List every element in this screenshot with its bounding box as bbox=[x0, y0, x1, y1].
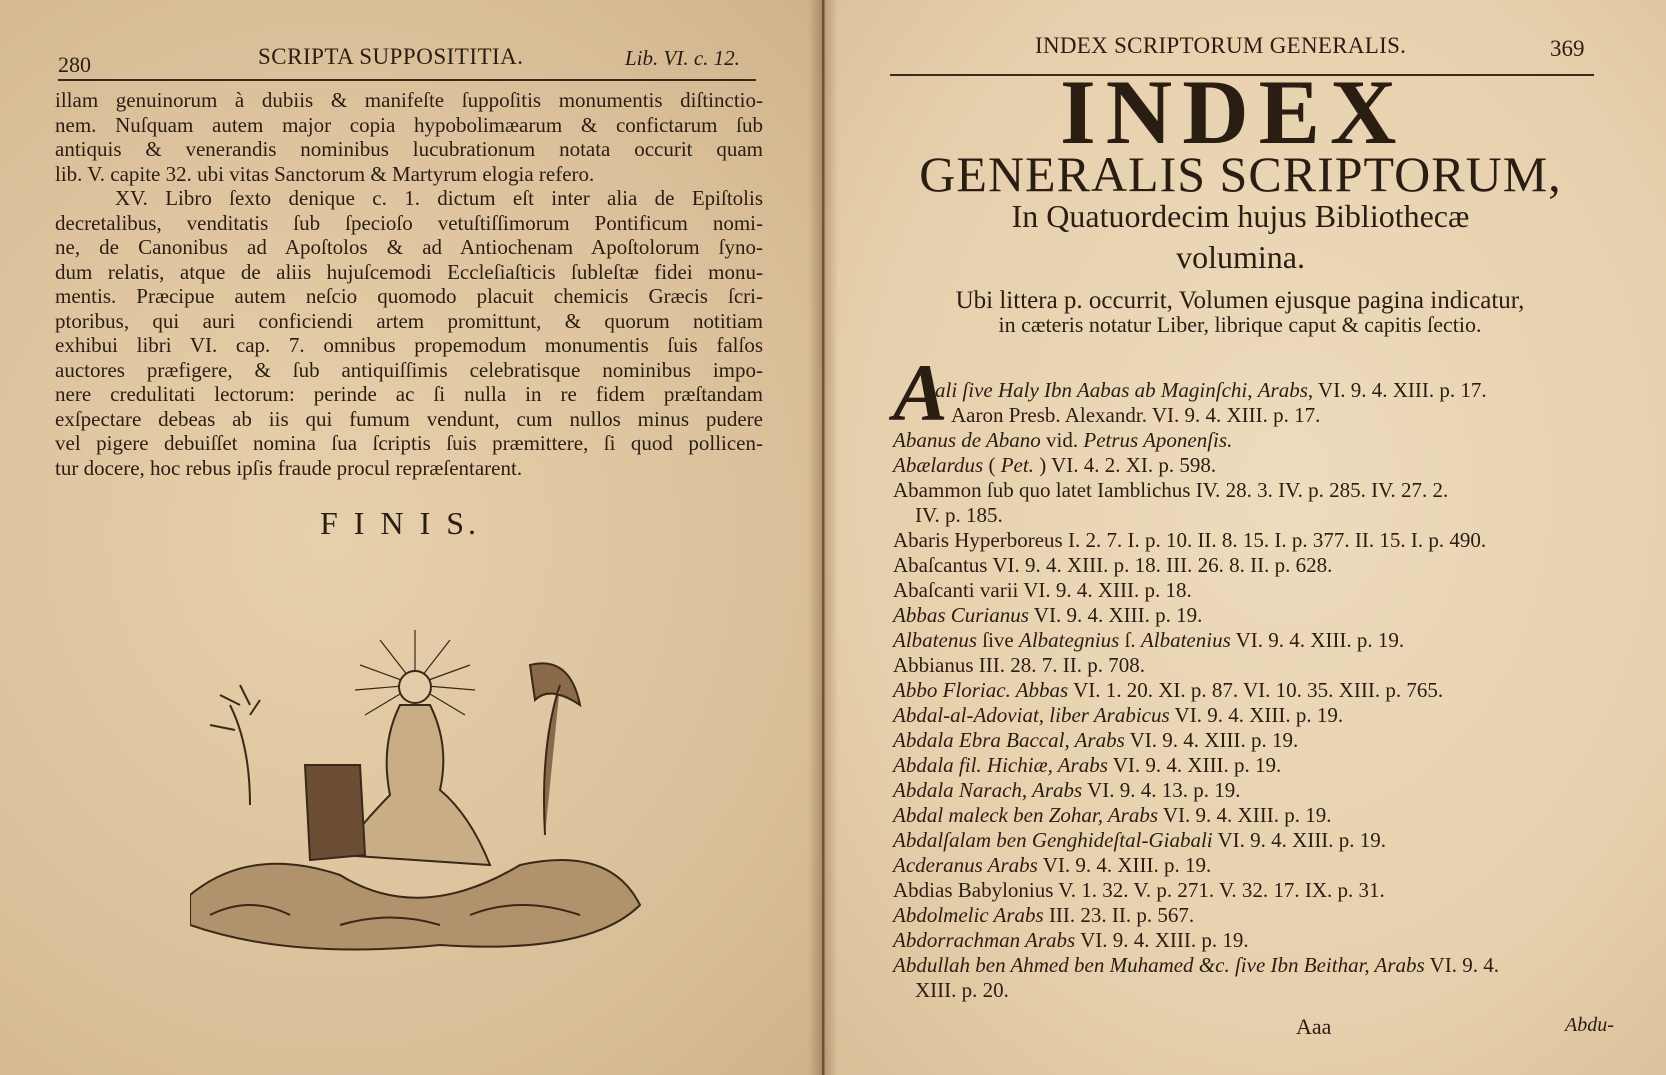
entry-text: VI. 9. 4. XIII. p. 19. bbox=[1169, 703, 1344, 727]
index-entry bbox=[893, 753, 1281, 778]
entry-text: VI. 9. 4. XIII. p. 19. bbox=[1158, 803, 1332, 827]
header-rule bbox=[58, 79, 756, 81]
body-text-line: lib. V. capite 32. ubi vitas Sanctorum & Martyrum elogia refero. bbox=[55, 161, 595, 186]
entry-text: XIII. p. 20. bbox=[915, 978, 1009, 1002]
index-entry bbox=[893, 728, 1298, 753]
entry-text: VI. 9. 4. XIII. p. 19. bbox=[1230, 628, 1405, 652]
entry-italic-text: Acderanus Arabs bbox=[893, 853, 1038, 877]
index-entry bbox=[935, 378, 1487, 403]
index-entry bbox=[893, 453, 1216, 478]
index-entry bbox=[951, 403, 1320, 428]
entry-italic-text: Abdala Ebra Baccal, Arabs bbox=[893, 728, 1125, 752]
index-entry bbox=[893, 653, 1145, 678]
index-entry bbox=[893, 478, 1448, 503]
running-head: SCRIPTA SUPPOSITITIA. bbox=[258, 44, 524, 69]
entry-italic-text: Petrus Aponenſis. bbox=[1083, 428, 1233, 452]
entry-text: III. 23. II. p. 567. bbox=[1043, 903, 1195, 927]
entry-italic-text: Abbas Curianus bbox=[893, 603, 1029, 627]
index-entry bbox=[893, 628, 1404, 653]
entry-text: VI. 1. 20. XI. p. 87. VI. 10. 35. XIII. p. 765. bbox=[1068, 678, 1444, 702]
index-entry bbox=[893, 878, 1385, 903]
entry-italic-text: Abanus de Abano bbox=[893, 428, 1041, 452]
section-reference: Lib. VI. c. 12. bbox=[625, 46, 740, 70]
entry-text: Abaſcanti varii VI. 9. 4. XIII. p. 18. bbox=[893, 578, 1192, 602]
body-text-line: illam genuinorum à dubiis & manifeſte ſuppoſitis monumentis diſtinctio- bbox=[55, 88, 763, 112]
index-subtitle: GENERALIS SCRIPTORUM, bbox=[919, 146, 1562, 202]
index-entry bbox=[893, 778, 1241, 803]
entry-italic-text: Albatenius bbox=[1140, 628, 1231, 652]
entry-italic-text: Abdal maleck ben Zohar, Arabs bbox=[893, 803, 1159, 827]
entry-text: Abaris Hyperboreus I. 2. 7. I. p. 10. II. 8. 15. I. p. 377. II. 15. I. p. 490. bbox=[893, 528, 1487, 552]
index-entry bbox=[893, 603, 1202, 628]
index-entry bbox=[893, 828, 1386, 853]
entry-text: , VI. 9. 4. XIII. p. 17. bbox=[1307, 378, 1487, 402]
signature-mark: Aaa bbox=[1296, 1014, 1332, 1039]
body-text-line: tur docere, hoc rebus ipſis fraude procul repræſentarent. bbox=[55, 455, 523, 480]
entry-italic-text: Albatenus bbox=[893, 628, 977, 652]
entry-text: vid. bbox=[1040, 428, 1084, 452]
body-text-line: nere credulitati lectorum: perinde ac ſi nulla in re fidem præſtandam bbox=[55, 382, 763, 406]
entry-italic-text: Abdal-al-Adoviat, liber Arabicus bbox=[893, 703, 1170, 727]
index-entry bbox=[893, 953, 1499, 978]
entry-italic-text: Abdala Narach, Arabs bbox=[893, 778, 1083, 802]
body-text-line: vel pigere debuiſſet nomina ſua ſcriptis ſuis præmittere, ſi quod pollicen- bbox=[55, 431, 763, 455]
index-entry bbox=[893, 703, 1343, 728]
body-text-line: nem. Nuſquam autem major copia hypobolimæarum & confictarum ſub bbox=[55, 112, 763, 137]
body-text-line: antiquis & venerandis nominibus lucubrationum notata occurit quam bbox=[55, 137, 763, 161]
index-subtitle-3: volumina. bbox=[1176, 239, 1305, 275]
entry-text: , bbox=[1247, 378, 1258, 402]
entry-italic-text: Abdalſalam ben Genghideſtal-Giabali bbox=[893, 828, 1213, 852]
body-text-line: ptoribus, qui auri conficiendi artem promittunt, & quorum notitiam bbox=[55, 308, 763, 333]
index-entry bbox=[893, 678, 1443, 703]
entry-text: ( bbox=[983, 453, 1001, 477]
index-entry bbox=[893, 803, 1331, 828]
entry-text: Abbianus III. 28. 7. II. p. 708. bbox=[893, 653, 1145, 677]
entry-italic-text: Abdolmelic Arabs bbox=[893, 903, 1044, 927]
index-title: INDEX bbox=[1060, 61, 1407, 163]
entry-italic-text: Pet. bbox=[1000, 453, 1034, 477]
body-text-line: XV. Libro ſexto denique c. 1. dictum eſt inter alia de Epiſtolis bbox=[115, 186, 763, 210]
entry-italic-text: Albategnius bbox=[1019, 628, 1120, 652]
entry-text: VI. 9. 4. XIII. p. 19. bbox=[1028, 603, 1203, 627]
entry-italic-text: ali ſive Haly Ibn Aabas ab Maginſchi bbox=[935, 378, 1248, 402]
entry-text: VI. 9. 4. XIII. p. 19. bbox=[1107, 753, 1282, 777]
woodcut-illustration bbox=[190, 625, 645, 965]
entry-text: Abammon ſub quo latet Iamblichus IV. 28. 3. IV. p. 285. IV. 27. 2. bbox=[893, 478, 1449, 502]
entry-italic-text: Abælardus bbox=[893, 453, 984, 477]
index-note-2: in cæteris notatur Liber, librique caput & capitis ſectio. bbox=[998, 312, 1482, 337]
entry-text: ) VI. 4. 2. XI. p. 598. bbox=[1033, 453, 1217, 477]
index-entry bbox=[893, 903, 1194, 928]
finis-heading: F I N I S. bbox=[320, 505, 481, 541]
entry-text: ſive bbox=[977, 628, 1019, 652]
body-text-line: mentis. Præcipue autem neſcio quomodo placuit chemicis Græcis ſcri- bbox=[55, 284, 763, 308]
index-entry bbox=[893, 553, 1332, 578]
index-entry bbox=[915, 503, 1003, 528]
page-number: 280 bbox=[58, 52, 91, 77]
entry-text: Abaſcantus VI. 9. 4. XIII. p. 18. III. 26. 8. II. p. 628. bbox=[893, 553, 1333, 577]
index-entry bbox=[893, 578, 1192, 603]
entry-text: VI. 9. 4. XIII. p. 19. bbox=[1124, 728, 1299, 752]
entry-text: VI. 9. 4. XIII. p. 19. bbox=[1075, 928, 1249, 952]
index-entry bbox=[915, 978, 1009, 1003]
body-text-line: exhibui libri VI. cap. 7. omnibus propemodum monumentis ſuis falſos bbox=[55, 333, 763, 357]
entry-text: VI. 9. 4. XIII. p. 19. bbox=[1212, 828, 1387, 852]
page-number: 369 bbox=[1550, 36, 1585, 61]
body-text-line: decretalibus, venditatis ſub ſpecioſo vetuſtiſſimorum Pontificum nomi- bbox=[55, 210, 763, 235]
index-entry bbox=[893, 928, 1249, 953]
entry-text: VI. 9. 4. XIII. p. 19. bbox=[1037, 853, 1212, 877]
body-text-line: exſpectare debeas ab iis qui fumum vendunt, cum nullos minus pudere bbox=[55, 406, 763, 431]
drop-cap: A bbox=[893, 347, 948, 438]
entry-italic-text: Abdala fil. Hichiæ, Arabs bbox=[893, 753, 1108, 777]
entry-text: VI. 9. 4. bbox=[1424, 953, 1499, 977]
body-text-line: auctores præfigere, & ſub antiquiſſimis celebratisque nominibus impo- bbox=[55, 357, 763, 382]
index-subtitle-2: In Quatuordecim hujus Bibliothecæ bbox=[1011, 198, 1470, 234]
book-gutter bbox=[808, 0, 838, 1075]
entry-italic-text: Arabs bbox=[1257, 378, 1308, 402]
index-note-1: Ubi littera p. occurrit, Volumen ejusque pagina indicatur, bbox=[955, 287, 1525, 314]
entry-text: VI. 9. 4. 13. p. 19. bbox=[1082, 778, 1241, 802]
body-text-line: ne, de Canonibus ad Apoſtolos & ad Antiochenam Apoſtolorum ſyno- bbox=[55, 235, 763, 259]
entry-text: Abdias Babylonius V. 1. 32. V. p. 271. V. 32. 17. IX. p. 31. bbox=[893, 878, 1385, 902]
running-head: INDEX SCRIPTORUM GENERALIS. bbox=[1035, 33, 1407, 58]
entry-text: Aaron Presb. Alexandr. VI. 9. 4. XIII. p. 17. bbox=[951, 403, 1321, 427]
entry-italic-text: Abdullah ben Ahmed ben Muhamed &c. ſive Ibn Beithar, Arabs bbox=[893, 953, 1425, 977]
catchword: Abdu- bbox=[1565, 1014, 1614, 1036]
entry-text: IV. p. 185. bbox=[915, 503, 1003, 527]
index-entry bbox=[893, 428, 1232, 453]
body-text-line: dum relatis, atque de aliis hujuſcemodi Eccleſiaſticis ſubleſtæ fidei monu- bbox=[55, 259, 763, 284]
entry-italic-text: Abdorrachman Arabs bbox=[893, 928, 1076, 952]
entry-italic-text: Abbo Floriac. Abbas bbox=[893, 678, 1069, 702]
entry-text: ſ. bbox=[1119, 628, 1141, 652]
index-entry bbox=[893, 853, 1211, 878]
index-entry bbox=[893, 528, 1486, 553]
